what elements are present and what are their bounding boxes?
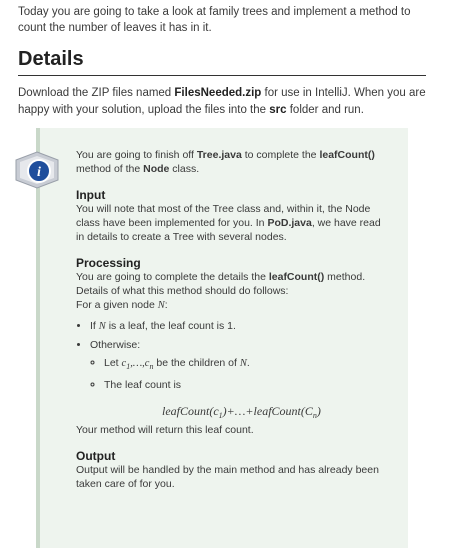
processing-heading: Processing: [76, 256, 141, 270]
input-section: [76, 188, 386, 244]
details-heading: Details: [18, 48, 84, 70]
given-node-text: For a given node N:: [76, 299, 168, 311]
src-folder-name: src: [269, 104, 287, 116]
download-instructions: Download the ZIP files named FilesNeeded.zip for use in IntelliJ. When you are happy with your solution, upload the files into the src folder and run.: [18, 87, 426, 116]
leaf-count-rules: [76, 319, 386, 392]
list-item: ◦ The leaf count is: [104, 378, 386, 392]
svg-text:i: i: [37, 165, 41, 180]
leaf-count-formula: $leafCount(c_1)+\dots+leafCount(C_n)$: [162, 404, 321, 420]
output-text: Output will be handled by the main method and has already been taken care of for you.: [76, 464, 379, 490]
list-item: • Otherwise: ◦ Let $c_1,\dots,c_n$ be the children of N. ◦ The leaf count is: [90, 338, 386, 392]
intro-text: Today you are going to take a look at family trees and implement a method to count the number of leaves it has in it.: [18, 6, 411, 34]
heading-divider: [18, 75, 426, 76]
processing-text: You are going to complete the details the leafCount() method. Details of what this method should do follows:: [76, 271, 366, 297]
input-heading: Input: [76, 188, 106, 202]
return-text: Your method will return this leaf count.: [76, 424, 254, 436]
task-intro: You are going to finish off Tree.java to complete the leafCount() method of the Node class.: [76, 149, 375, 175]
output-section: [76, 449, 386, 491]
list-item: ◦ Let $c_1,\dots,c_n$ be the children of N.: [104, 356, 386, 374]
output-heading: Output: [76, 449, 116, 463]
info-icon: [12, 150, 62, 190]
panel-content: [76, 148, 386, 491]
processing-section: [76, 256, 386, 437]
list-item: • If N is a leaf, the leaf count is 1.: [90, 319, 386, 334]
input-text: You will note that most of the Tree class and, within it, the Node class have been implemented for you. In PoD.java, we have read in details to create a Tree with several nodes.: [76, 203, 381, 243]
zip-filename: FilesNeeded.zip: [174, 87, 262, 99]
otherwise-sublist: [90, 356, 386, 392]
